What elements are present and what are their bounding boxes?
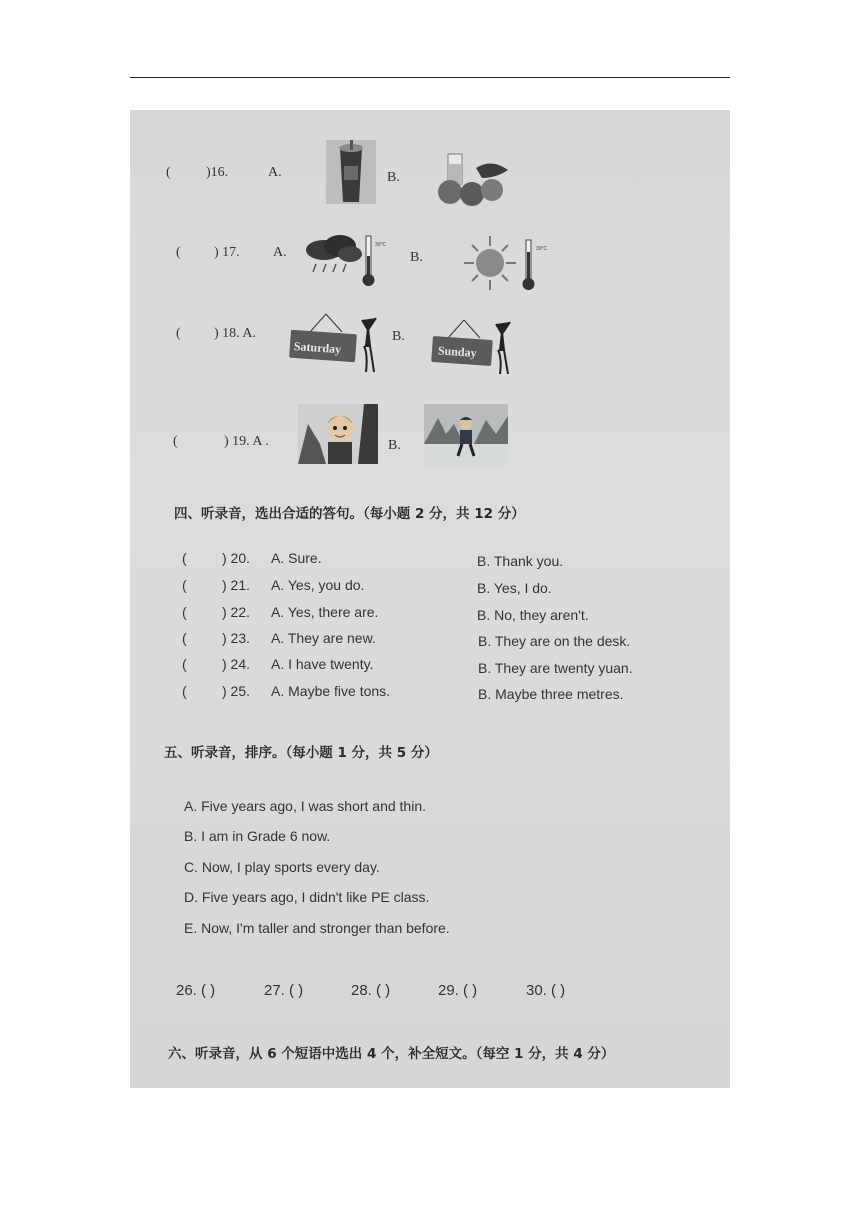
section-4-heading: 四、听录音，选出合适的答句。（每小题 2 分，共 12 分）	[174, 506, 525, 522]
question-number-20: ) 20.	[222, 550, 251, 566]
page-top-rule	[130, 77, 730, 78]
option-a-label-16: A.	[268, 165, 282, 180]
option-a-21: A. Yes, you do.	[271, 577, 365, 593]
question-number-18: ) 18. A.	[214, 326, 257, 341]
section-5-heading: 五、听录音，排序。（每小题 1 分，共 5 分）	[164, 745, 438, 761]
answer-blank-26[interactable]: 26. ( )	[176, 982, 216, 999]
option-b-24: B. They are twenty yuan.	[478, 660, 633, 676]
option-a-24: A. I have twenty.	[271, 656, 374, 672]
answer-paren-21[interactable]: (	[182, 577, 187, 593]
question-number-19: ) 19. A .	[224, 434, 269, 449]
question-number-22: ) 22.	[222, 604, 251, 620]
answer-blank-27[interactable]: 27. ( )	[264, 982, 304, 999]
option-b-22: B. No, they aren't.	[477, 607, 589, 623]
rain-cloud-thermometer-icon	[302, 232, 398, 290]
option-a-22: A. Yes, there are.	[271, 604, 379, 620]
answer-paren-24[interactable]: (	[182, 656, 187, 672]
boy-climbing-icon	[298, 404, 378, 464]
option-b-label-19: B.	[388, 438, 401, 453]
option-b-21: B. Yes, I do.	[477, 580, 552, 596]
answer-paren-17[interactable]: (	[176, 245, 181, 260]
question-number-25: ) 25.	[222, 683, 251, 699]
answer-paren-19[interactable]: (	[173, 434, 178, 449]
bubble-tea-icon	[326, 140, 376, 204]
option-b-label-17: B.	[410, 250, 423, 265]
option-a-20: A. Sure.	[271, 550, 322, 566]
answer-paren-16[interactable]: (	[166, 165, 171, 180]
sun-thermometer-icon	[460, 234, 560, 294]
answer-paren-18[interactable]: (	[176, 326, 181, 341]
answer-paren-20[interactable]: (	[182, 550, 187, 566]
temp-label-17b: 30°C	[536, 246, 548, 252]
scanned-exam-page	[130, 110, 730, 1088]
saturday-sign-icon	[286, 310, 382, 380]
sentence-e: E. Now, I'm taller and stronger than before.	[184, 920, 450, 936]
sentence-d: D. Five years ago, I didn't like PE class.	[184, 889, 430, 905]
option-b-label-18: B.	[392, 329, 405, 344]
answer-paren-25[interactable]: (	[182, 683, 187, 699]
answer-paren-22[interactable]: (	[182, 604, 187, 620]
question-number-16: )16.	[206, 165, 229, 180]
answer-blank-29[interactable]: 29. ( )	[438, 982, 478, 999]
option-b-20: B. Thank you.	[477, 553, 564, 569]
question-number-17: ) 17.	[214, 245, 240, 260]
section-6-heading: 六、听录音，从 6 个短语中选出 4 个，补全短文。（每空 1 分，共 4 分）	[168, 1046, 615, 1062]
question-number-23: ) 23.	[222, 630, 251, 646]
question-number-24: ) 24.	[222, 656, 251, 672]
answer-paren-23[interactable]: (	[182, 630, 187, 646]
option-a-25: A. Maybe five tons.	[271, 683, 391, 699]
question-number-21: ) 21.	[222, 577, 251, 593]
option-b-label-16: B.	[387, 170, 400, 185]
sentence-c: C. Now, I play sports every day.	[184, 859, 380, 875]
answer-blank-30[interactable]: 30. ( )	[526, 982, 566, 999]
option-a-23: A. They are new.	[271, 630, 376, 646]
option-a-label-17: A.	[273, 245, 287, 260]
sunday-sign-icon	[428, 316, 518, 382]
sentence-a: A. Five years ago, I was short and thin.	[184, 798, 427, 814]
boy-skating-icon	[424, 404, 508, 466]
saturday-sign-text: Saturday	[293, 338, 342, 357]
sentence-b: B. I am in Grade 6 now.	[184, 828, 331, 844]
option-b-23: B. They are on the desk.	[478, 633, 631, 649]
temp-label-17a: 30°C	[375, 242, 387, 248]
answer-blank-28[interactable]: 28. ( )	[351, 982, 391, 999]
juice-and-oranges-icon	[436, 150, 516, 208]
option-b-25: B. Maybe three metres.	[478, 686, 624, 702]
sunday-sign-text: Sunday	[437, 343, 478, 361]
